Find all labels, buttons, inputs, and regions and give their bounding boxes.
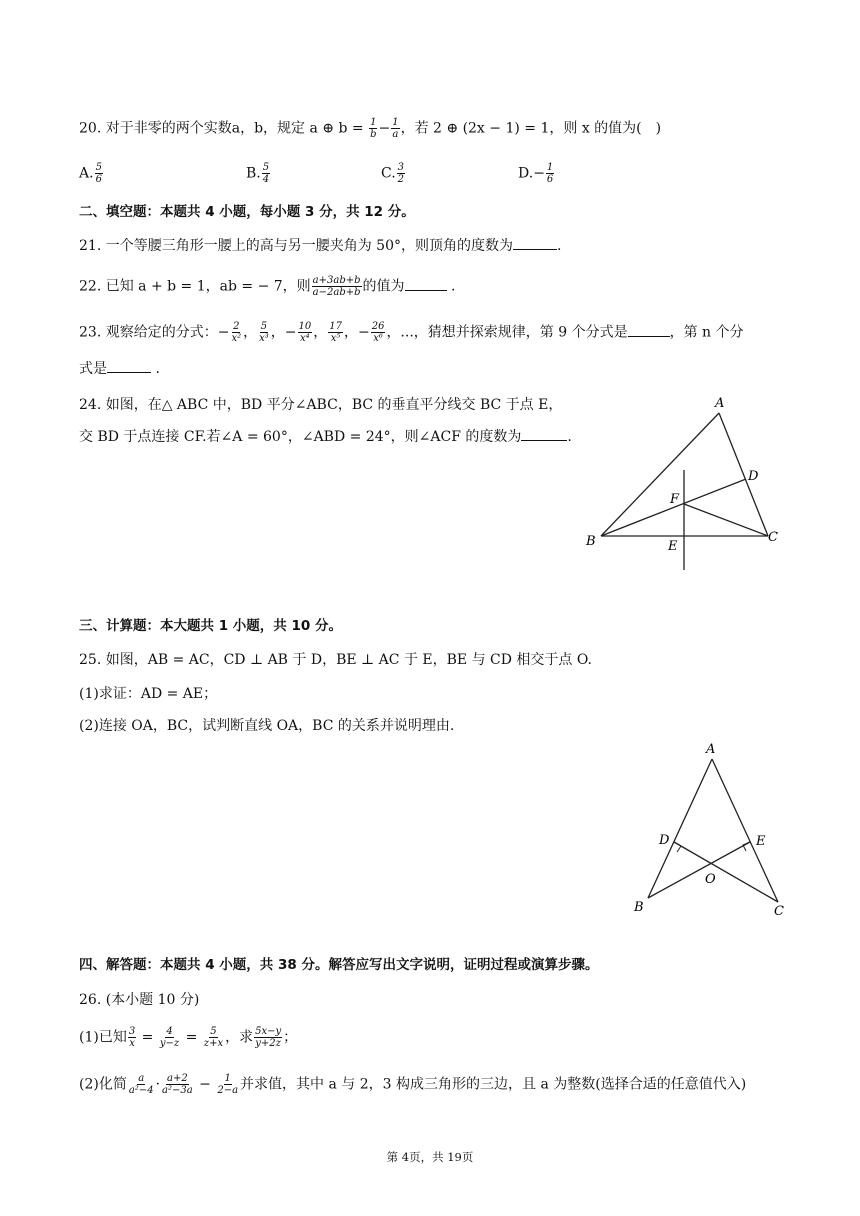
q24-line-1: 24. 如图，在△ ABC 中，BD 平分∠ABC，BC 的垂直平分线交 BC 于点 E， [79,397,563,413]
q24-label-a: A [715,396,725,411]
q26-title: 26. (本小题 10 分) [79,992,200,1008]
q23-answer-blank-2 [107,360,151,373]
q22-text: 22. 已知 a + b = 1，ab = − 7，则 $\frac{a+3ab+b}{a-2ab+b}$ 的值为 . [79,275,456,298]
q20-option-a: A. $\frac{5}{6}$ [79,162,102,185]
q24-line-2: 交 BD 于点连接 CF.若∠A = 60°，∠ABD = 24°，则∠ACF 的度数为 . [79,429,572,445]
q20-option-c: C. $\frac{3}{2}$ [381,162,405,185]
page-footer: 第 4页，共 19页 [386,1150,474,1164]
section-4-heading: 四、解答题：本题共 4 小题，共 38 分。解答应写出文字说明，证明过程或演算步骤。 [79,957,599,973]
q20-frac-2: $\frac{1}{a}$ [392,117,399,140]
q25-label-c: C [774,904,784,919]
q24-label-c: C [768,530,778,545]
q23-text: 23. 观察给定的分式：− $\frac{2}{\text{x²}}$ ， $\frac{5}{\text{x³}}$ ，− $\frac{10}{\text{x⁴}}$ ， $\frac{17}{\text{x⁵}}$ ，− $\frac{26}{\text{x⁶}}$ ，...，猜想并探索规律，第 9 个分式是 ，第 n 个分 [79,321,744,344]
q22-answer-blank [405,278,447,291]
q25-part-1: (1)求证：AD = AE； [79,686,218,702]
q25-part-2: (2)连接 OA，BC，试判断直线 OA，BC 的关系并说明理由. [79,718,455,734]
q25-label-e: E [756,834,766,849]
q20-option-b: B. $\frac{5}{4}$ [246,162,270,185]
q26-part-1: (1)已知 $\frac{3}{x}$ = $\frac{4}{y-z}$ = $\frac{5}{z+x}$ ，求 $\frac{5x-y}{y+2z}$ ； [79,1026,298,1049]
q25-label-a: A [706,742,716,757]
q24-triangle-figure [580,392,790,577]
q22-fraction: $\frac{a+3ab+b}{a-2ab+b}$ [312,275,361,298]
q24-answer-blank [521,428,567,441]
q20-frac-1: $\frac{1}{b}$ [370,117,377,140]
q21-text: 21. 一个等腰三角形一腰上的高与另一腰夹角为 50°，则顶角的度数为 . [79,238,562,254]
section-3-heading: 三、计算题：本大题共 1 小题，共 10 分。 [79,618,342,634]
q21-answer-blank [513,237,557,250]
q25-triangle-figure [628,738,798,923]
q23-text-line2: 式是 . [79,361,160,377]
q25-label-o: O [705,872,716,887]
q24-label-d: D [748,469,759,484]
q25-label-d: D [659,833,670,848]
q26-part-2: (2)化简 $\frac{a}{\text{a²−4}}$ · $\frac{a+2}{\text{a²−3a}}$ − $\frac{1}{2-a}$ 并求值，其中 a 与 2，3 构成三角形的三边，且 a 为整数(选择合适的任意值代入) [79,1073,747,1096]
q24-label-e: E [668,539,678,554]
q20-option-d: D.− $\frac{1}{6}$ [518,162,554,185]
q25-label-b: B [634,900,644,915]
q23-answer-blank-1 [628,324,670,337]
section-2-heading: 二、填空题：本题共 4 小题，每小题 3 分，共 12 分。 [79,204,415,220]
q24-label-b: B [586,534,596,549]
q20-stem: 20. 对于非零的两个实数a，b，规定 a ⊕ b = $\frac{1}{b}$ − $\frac{1}{a}$ ，若 2 ⊕ (2x − 1) = 1，则 x 的值为( ) [79,117,662,140]
q24-label-f: F [670,492,680,507]
q25-line-1: 25. 如图，AB = AC，CD ⊥ AB 于 D，BE ⊥ AC 于 E，BE 与 CD 相交于点 O. [79,652,592,668]
